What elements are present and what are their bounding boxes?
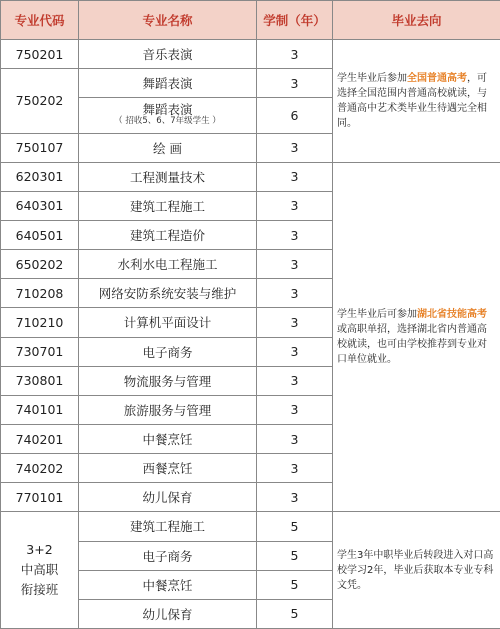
outcome-vocational-post: 或高职单招，选择湖北省内普通高校就读，也可由学校推荐到专业对口单位就业。 (337, 324, 487, 366)
years-cell: 3 (257, 69, 333, 98)
name-cell: 建筑工程施工 (79, 191, 257, 220)
header-code: 专业代码 (1, 1, 79, 40)
name-cell: 旅游服务与管理 (79, 395, 257, 424)
name-cell: 电子商务 (79, 541, 257, 570)
outcome-art (333, 40, 500, 163)
name-cell: 西餐烹饪 (79, 454, 257, 483)
special-program-line1: 3+2 (26, 542, 53, 558)
name-cell: 舞蹈表演 (79, 69, 257, 98)
name-cell: 物流服务与管理 (79, 366, 257, 395)
name-cell: 音乐表演 (79, 40, 257, 69)
name-cell: 工程测量技术 (79, 162, 257, 191)
code-cell: 750201 (1, 40, 79, 69)
header-outcome: 毕业去向 (333, 1, 500, 40)
code-cell: 730801 (1, 366, 79, 395)
years-cell: 3 (257, 454, 333, 483)
name-cell: 幼儿保育 (79, 599, 257, 628)
years-cell: 3 (257, 337, 333, 366)
name-cell: 建筑工程施工 (79, 512, 257, 541)
outcome-vocational (333, 162, 500, 512)
outcome-vocational-pre: 学生毕业后可参加 (337, 309, 417, 321)
years-cell: 5 (257, 570, 333, 599)
name-cell: 网络安防系统安装与维护 (79, 279, 257, 308)
name-cell: 中餐烹饪 (79, 424, 257, 453)
code-cell: 710210 (1, 308, 79, 337)
code-cell: 640501 (1, 220, 79, 249)
name-cell: 中餐烹饪 (79, 570, 257, 599)
years-cell: 3 (257, 308, 333, 337)
years-cell: 3 (257, 395, 333, 424)
code-cell: 750202 (1, 69, 79, 133)
outcome-bridge: 学生3年中职毕业后转段进入对口高校学习2年，毕业后获取本专业专科文凭。 (333, 512, 500, 629)
code-cell: 650202 (1, 250, 79, 279)
code-cell: 640301 (1, 191, 79, 220)
table-row (1, 40, 500, 69)
special-program-line3: 衔接班 (20, 582, 59, 598)
code-cell: 750107 (1, 133, 79, 162)
special-program-cell (1, 512, 79, 629)
code-cell: 730701 (1, 337, 79, 366)
name-cell (79, 98, 257, 133)
name-note: （ 招收5、6、7年级学生 ） (114, 116, 221, 127)
name-cell: 计算机平面设计 (79, 308, 257, 337)
name-cell: 建筑工程造价 (79, 220, 257, 249)
name-text: 舞蹈表演 (142, 102, 193, 118)
header-years: 学制（年） (257, 1, 333, 40)
code-cell: 620301 (1, 162, 79, 191)
years-cell: 3 (257, 424, 333, 453)
years-cell: 3 (257, 279, 333, 308)
table-row (1, 512, 500, 541)
header-name: 专业名称 (79, 1, 257, 40)
code-cell: 740101 (1, 395, 79, 424)
years-cell: 5 (257, 541, 333, 570)
years-cell: 3 (257, 366, 333, 395)
outcome-art-highlight: 全国普通高考 (407, 72, 467, 84)
years-cell: 3 (257, 133, 333, 162)
years-cell: 5 (257, 599, 333, 628)
name-cell: 水利水电工程施工 (79, 250, 257, 279)
name-cell: 电子商务 (79, 337, 257, 366)
name-cell: 幼儿保育 (79, 483, 257, 512)
years-cell: 3 (257, 483, 333, 512)
special-program-line2: 中高职 (20, 562, 59, 578)
table-row (1, 162, 500, 191)
outcome-vocational-highlight: 湖北省技能高考 (417, 309, 487, 321)
years-cell: 3 (257, 40, 333, 69)
name-cell: 绘 画 (79, 133, 257, 162)
years-cell: 3 (257, 191, 333, 220)
years-cell: 3 (257, 250, 333, 279)
code-cell: 740202 (1, 454, 79, 483)
years-cell: 3 (257, 220, 333, 249)
code-cell: 740201 (1, 424, 79, 453)
outcome-art-pre: 学生毕业后参加 (337, 72, 407, 84)
outcome-art-post: ，可选择全国范围内普通高校就读，与普通高中艺术类毕业生待遇完全相同。 (337, 72, 487, 129)
code-cell: 770101 (1, 483, 79, 512)
years-cell: 5 (257, 512, 333, 541)
code-cell: 710208 (1, 279, 79, 308)
years-cell: 3 (257, 162, 333, 191)
header-row (1, 1, 500, 40)
years-cell: 6 (257, 98, 333, 133)
